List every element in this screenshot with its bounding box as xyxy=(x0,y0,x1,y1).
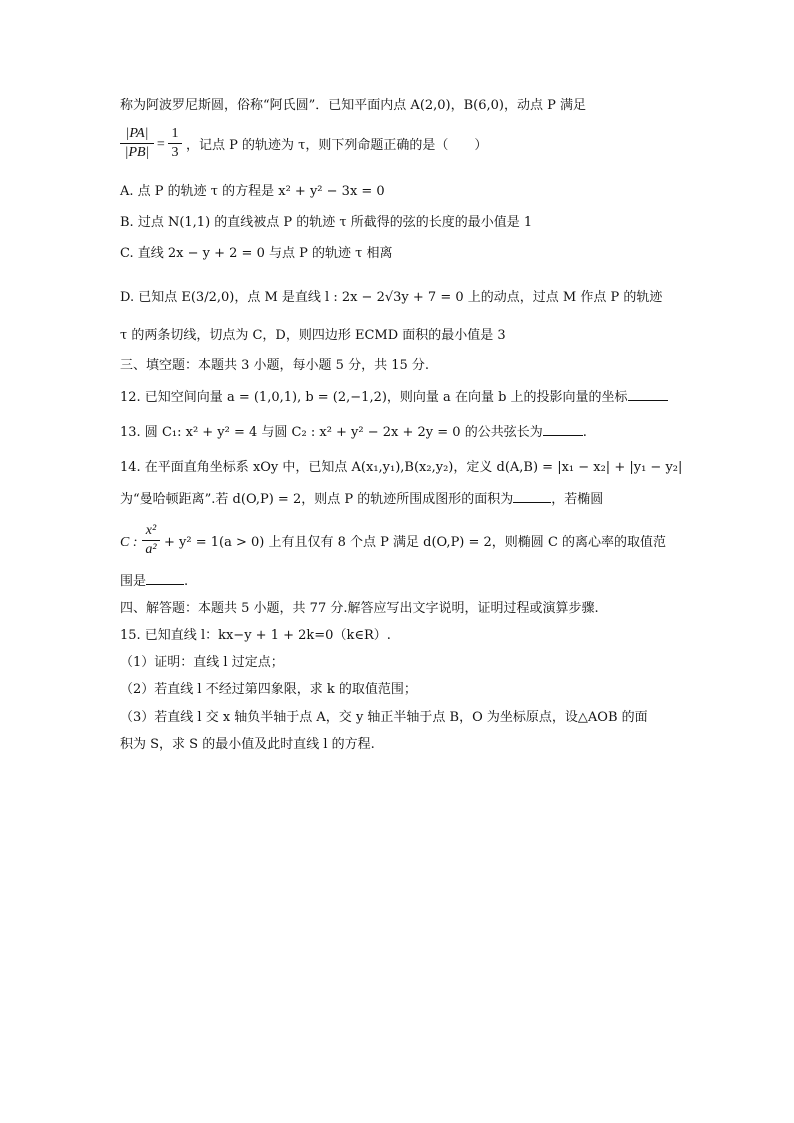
answer-blank xyxy=(513,501,551,503)
q11-ratio-value xyxy=(168,126,182,161)
q14-line2-tail: ，若椭圆 xyxy=(551,492,604,507)
fraction-bar xyxy=(120,143,154,144)
q14-ellipse-label: C : xyxy=(120,535,138,550)
answer-blank xyxy=(543,434,583,436)
q13-text xyxy=(120,423,680,443)
section-3-heading: 三、填空题：本题共 3 小题，每小题 5 分，共 15 分. xyxy=(120,358,430,373)
q12-stem: 12. 已知空间向量 a = (1,0,1), b = (2,−1,2)，则向量 a 在向量 b 上的投影向量的坐标 xyxy=(120,390,628,405)
q15-part1: （1）证明：直线 l 过定点； xyxy=(120,655,284,670)
q14-line3-rest: + y² = 1(a > 0) 上有且仅有 8 个点 P 满足 d(O,P) = 2，则椭圆 C 的离心率的取值范 xyxy=(164,535,667,550)
q12-text xyxy=(120,388,680,408)
q11-option-c: C. 直线 2x − y + 2 = 0 与点 P 的轨迹 τ 相离 xyxy=(120,246,393,261)
fraction-bar xyxy=(142,540,160,541)
q11-ratio-value-numerator: 1 xyxy=(171,126,179,141)
q14-line2 xyxy=(120,490,680,510)
q13-tail: . xyxy=(582,425,587,440)
q14-ellipse-fraction xyxy=(142,523,160,558)
q11-ratio-equals: = xyxy=(156,137,166,152)
q11-option-a: A. 点 P 的轨迹 τ 的方程是 x² + y² − 3x = 0 xyxy=(120,184,385,199)
q11-intro-line: 称为阿波罗尼斯圆，俗称“阿氏圆”．已知平面内点 A(2,0)，B(6,0)，动点 P 满足 xyxy=(120,98,587,113)
fraction-bar xyxy=(168,143,182,144)
q15-part2: （2）若直线 l 不经过第四象限，求 k 的取值范围； xyxy=(120,682,417,697)
q14-fraction-numerator: x² xyxy=(145,523,157,538)
q15-part3-line1: （3）若直线 l 交 x 轴负半轴于点 A，交 y 轴正半轴于点 B，O 为坐标原点，设△AOB 的面 xyxy=(120,710,648,725)
q15-part3-line2: 积为 S，求 S 的最小值及此时直线 l 的方程. xyxy=(120,737,375,752)
q14-line1: 14. 在平面直角坐标系 xOy 中，已知点 A(x₁,y₁),B(x₂,y₂)，定义 d(A,B) = |x₁ − x₂| + |y₁ − y₂| xyxy=(120,460,683,475)
q14-fraction-denominator: a² xyxy=(145,542,157,557)
q11-option-d-line2: τ 的两条切线，切点为 C，D，则四边形 ECMD 面积的最小值是 3 xyxy=(120,328,506,343)
q11-option-d-line1: D. 已知点 E(3/2,0)，点 M 是直线 l : 2x − 2√3y + 7 = 0 上的动点，过点 M 作点 P 的轨迹 xyxy=(120,290,663,305)
section-4-heading: 四、解答题：本题共 5 小题，共 77 分.解答应写出文字说明，证明过程或演算步骤. xyxy=(120,601,599,616)
q11-ratio-denominator: |PB| xyxy=(124,145,150,160)
q15-stem: 15. 已知直线 l：kx−y + 1 + 2k=0（k∈R）. xyxy=(120,628,391,643)
q11-ratio-value-denominator: 3 xyxy=(171,145,179,160)
q11-ratio-fraction xyxy=(120,126,154,161)
answer-blank xyxy=(146,583,184,585)
q14-line2-text: 为“曼哈顿距离”.若 d(O,P) = 2，则点 P 的轨迹所围成图形的面积为 xyxy=(120,492,514,507)
q14-line4-tail: . xyxy=(184,574,189,589)
q11-ratio-tail: ，记点 P 的轨迹为 τ，则下列命题正确的是（ ） xyxy=(186,138,488,153)
q11-ratio-numerator: |PA| xyxy=(125,126,149,141)
answer-blank xyxy=(628,399,668,401)
q11-option-b: B. 过点 N(1,1) 的直线被点 P 的轨迹 τ 所截得的弦的长度的最小值是 1 xyxy=(120,215,533,230)
q14-line4-text: 围是 xyxy=(120,574,147,589)
q14-line4 xyxy=(120,572,680,592)
q13-stem: 13. 圆 C₁: x² + y² = 4 与圆 C₂ : x² + y² − 2x + 2y = 0 的公共弦长为 xyxy=(120,425,543,440)
